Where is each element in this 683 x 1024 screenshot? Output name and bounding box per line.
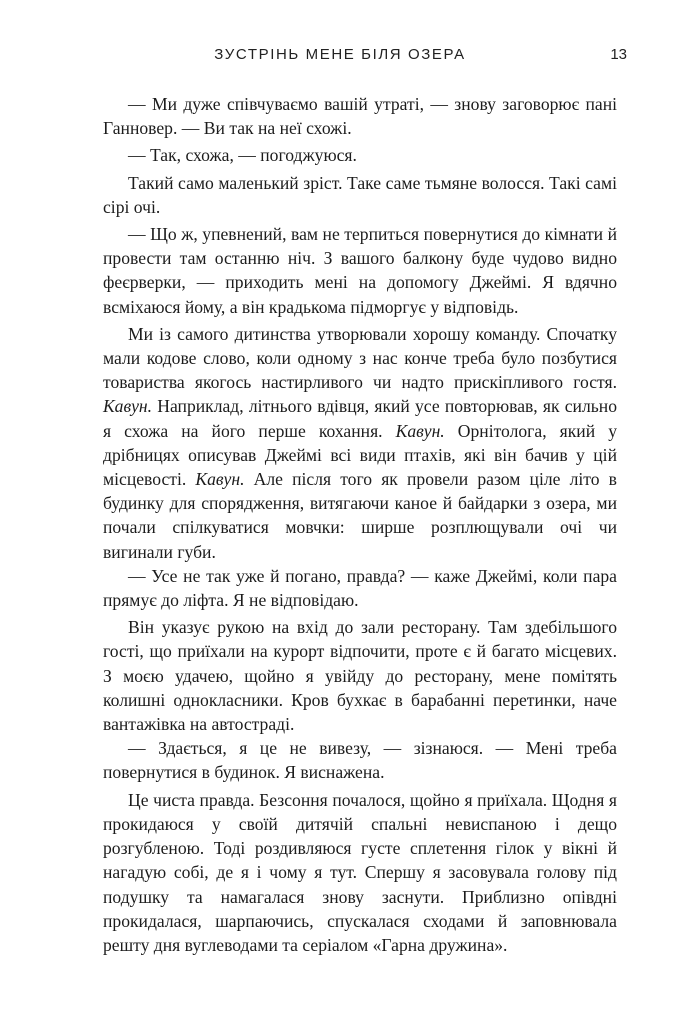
paragraph-1: — Ми дуже співчуваємо вашій утраті, — знову заговорює пані Ганновер. — Ви так на неї схожі.	[103, 94, 617, 139]
body-text	[103, 92, 617, 957]
page-number: 13	[610, 46, 627, 63]
paragraph-4: — Що ж, упевнений, вам не терпиться повернутися до кімнати й провести там останню ніч. З вашого балкону буде чудово видно феєрверки, — приходить мені на допомогу Джеймі. Я вдячно всміхаюся йому, а він крадькома підморгує у відповідь.	[103, 224, 617, 317]
paragraph-8: — Здається, я це не вивезу, — зізнаюся. — Мені треба повернутися в будинок. Я виснажена.	[103, 738, 617, 783]
paragraph-7: Він указує рукою на вхід до зали ресторану. Там здебільшого гості, що приїхали на курорт відпочити, проте є й багато місцевих. З моєю удачею, щойно я увійду до ресторану, мене помітять колишні однокласники. Кров бухкає в барабанні перетинки, наче вантажівка на автостраді.	[103, 617, 617, 735]
running-title: ЗУСТРІНЬ МЕНЕ БІЛЯ ОЗЕРА	[214, 46, 466, 63]
running-header	[0, 46, 683, 68]
paragraph-2: — Так, схожа, — погоджуюся.	[128, 145, 357, 166]
paragraph-6: — Усе не так уже й погано, правда? — каже Джеймі, коли пара прямує до ліфта. Я не відповідаю.	[103, 565, 617, 611]
paragraph-9: Це чиста правда. Безсоння почалося, щойно я приїхала. Щодня я прокидаюся у своїй дитячій спальні невиспаною і дещо розгубленою. Тоді роздивляюся густе сплетення гілок у вікні й нагадую собі, де я і чому я тут. Спершу я засовувала голову під подушку та намагалася знову заснути. Приблизно опівдні прокидалася, шарпаючись, спускалася сходами й заповнювала решту дня вуглеводами та серіалом «Гарна дружина».	[103, 789, 617, 955]
paragraph-5: Ми із самого дитинства утворювали хорошу команду. Спочатку мали кодове слово, коли одному з нас конче треба було позбутися товариства якогось настирливого чи надто прискіпливого гостя. Кавун. Наприклад, літнього вдівця, який усе повторював, як сильно я схожа на його перше кохання. Кавун. Орнітолога, який у дрібницях описував Джеймі всі види птахів, які він бачив у цій місцевості. Кавун. Але після того як провели разом ціле літо в будинку для спорядження, витягаючи каное й байдарки з озера, ми почали спілкуватися мовчки: ширше розплющували очі чи вигинали губи.	[103, 323, 618, 562]
paragraph-3: Такий само маленький зріст. Таке саме тьмяне волосся. Такі самі сірі очі.	[103, 172, 617, 217]
